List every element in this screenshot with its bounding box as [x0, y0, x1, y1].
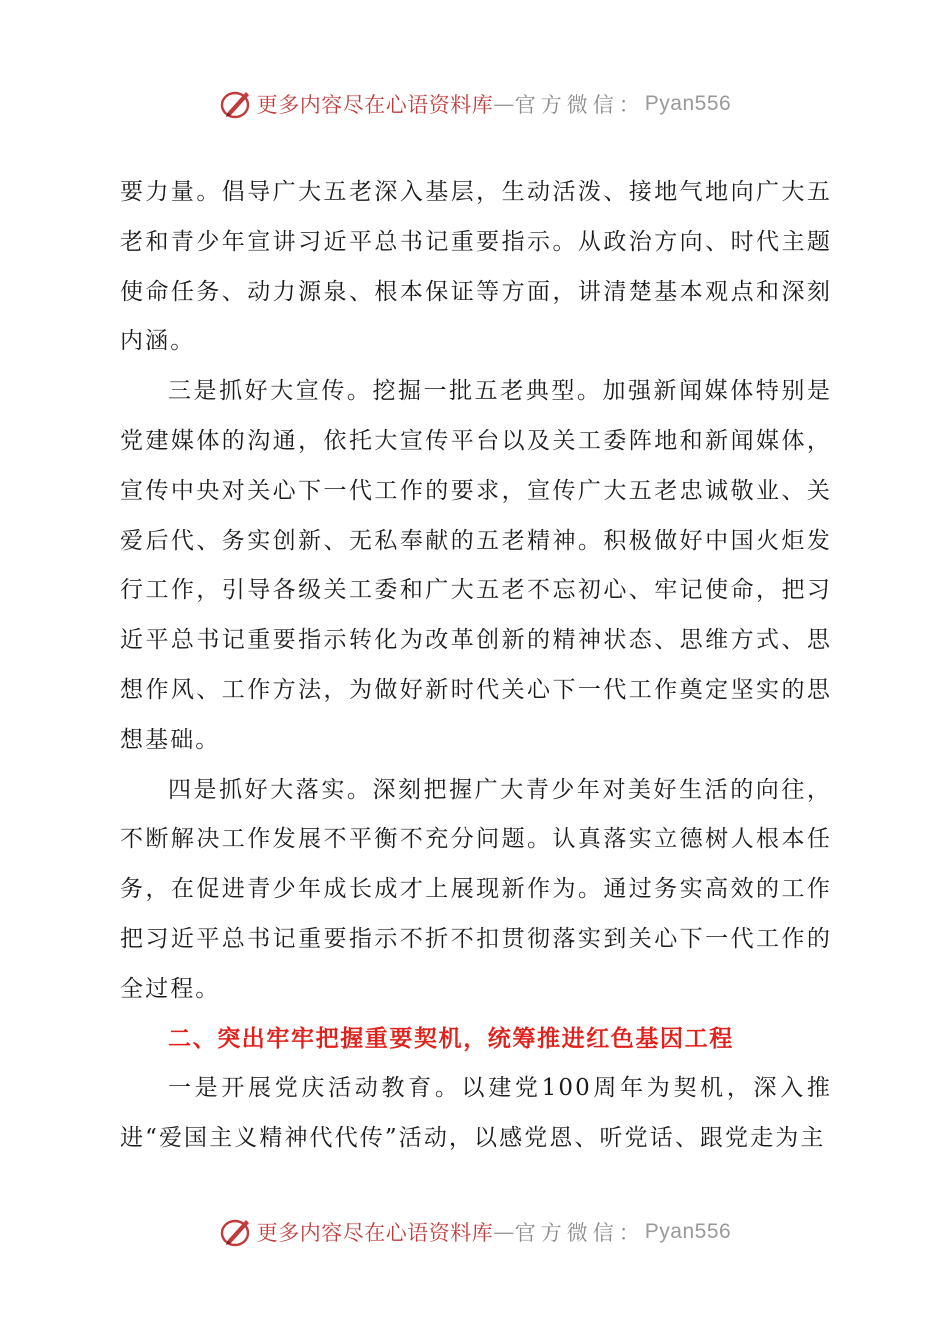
banner-slogan: 更多内容尽在心语资料库 [256, 1221, 494, 1245]
banner-wechat-id: Pyan556 [644, 1220, 732, 1243]
banner-separator: — [493, 1220, 515, 1244]
paragraph: 要力量。倡导广大五老深入基层，生动活泼、接地气地向广大五老和青少年宣讲习近平总书记重要指示。从政治方向、时代主题使命任务、动力源泉、根本保证等方面，讲清楚基本观点和深刻内涵。 [120, 179, 832, 355]
banner-wechat-label: 官方微信： [514, 1221, 645, 1245]
header-banner [0, 84, 950, 124]
banner-separator: — [493, 92, 515, 116]
section-heading: 二、突出牢牢把握重要契机，统筹推进红色基因工程 [168, 1025, 734, 1052]
paragraph: 一是开展党庆活动教育。以建党100周年为契机，深入推进“爱国主义精神代代传”活动，以感党恩、听党话、跟党走为主 [120, 1075, 832, 1152]
paragraph: 三是抓好大宣传。挖掘一批五老典型。加强新闻媒体特别是党建媒体的沟通，依托大宣传平台以及关工委阵地和新闻媒体，宣传中央对关心下一代工作的要求，宣传广大五老忠诚敬业、关爱后代、务实创新、无私奉献的五老精神。积极做好中国火炬发行工作，引导各级关工委和广大五老不忘初心、牢记使命，把习近平总书记重要指示转化为改革创新的精神状态、思维方式、思想作风、工作方法，为做好新时代关心下一代工作奠定坚实的思想基础。 [120, 378, 832, 753]
pen-logo-icon [219, 1214, 255, 1250]
banner-wechat-label: 官方微信： [514, 93, 645, 117]
banner-wechat-id: Pyan556 [644, 92, 732, 115]
paragraph: 四是抓好大落实。深刻把握广大青少年对美好生活的向往，不断解决工作发展不平衡不充分问题。认真落实立德树人根本任务，在促进青少年成长成才上展现新作为。通过务实高效的工作把习近平总书记重要指示不折不扣贯彻落实到关心下一代工作的全过程。 [120, 776, 832, 1002]
footer-banner [0, 1212, 950, 1252]
document-body [120, 168, 832, 1164]
pen-logo-icon [219, 86, 255, 122]
banner-slogan: 更多内容尽在心语资料库 [256, 93, 494, 117]
